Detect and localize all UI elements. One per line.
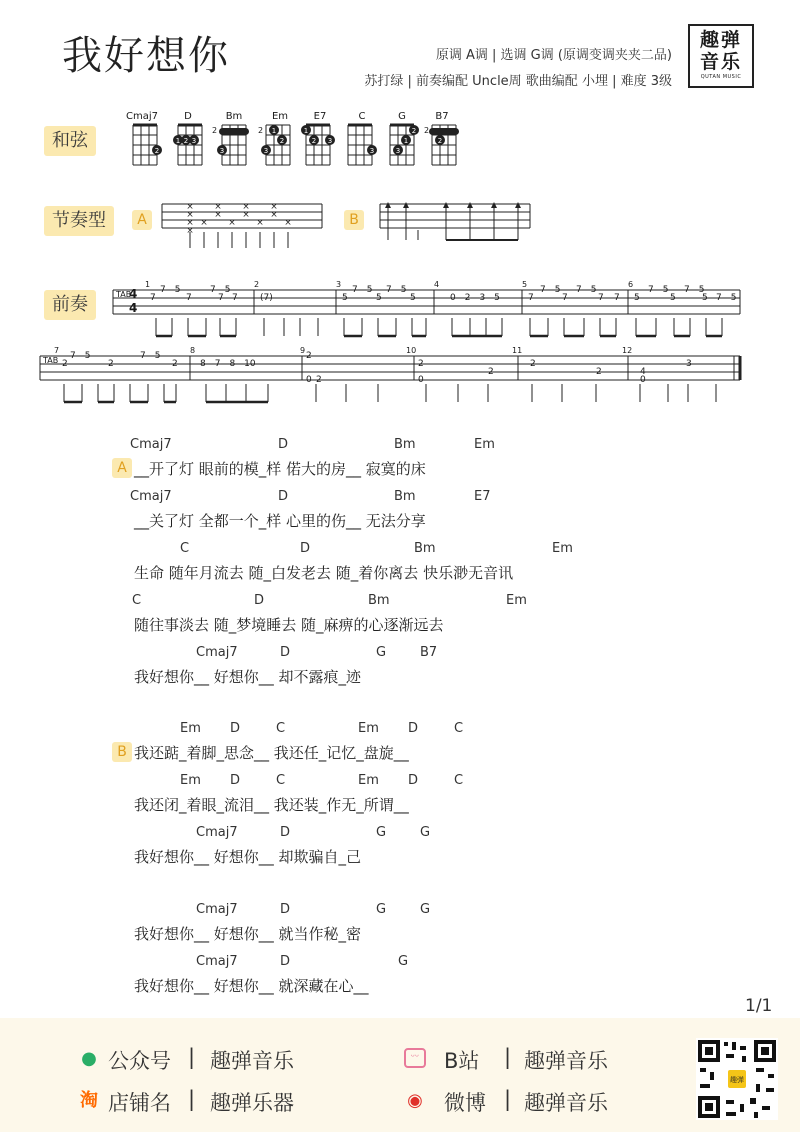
chord-name-c: C (358, 111, 366, 122)
weibo-icon: ◉ (407, 1090, 423, 1111)
shop-label: 店铺名 (108, 1091, 171, 1115)
taobao-icon: 淘 (80, 1090, 98, 1111)
tab-note: 2 (316, 375, 322, 385)
svg-text:2: 2 (411, 127, 417, 135)
measure-number: 6 (628, 280, 634, 289)
lyric-line-a3: 生命 随年月流去 随_白发老去 随_着你离去 快乐渺无音讯 (134, 564, 514, 582)
lyric-line-a4: 随往事淡去 随_梦境睡去 随_麻痹的心逐渐远去 (134, 616, 444, 634)
measure-number: 3 (336, 280, 342, 289)
tab-note: 7—5 (540, 285, 561, 295)
chord-diagram-cmaj7 (133, 125, 160, 165)
tab-note: 7 (598, 293, 604, 303)
tab-note: 2 (530, 359, 536, 369)
key-info: 原调 A调 | 选调 G调 (原调变调夹夹二品) (435, 48, 672, 63)
bilibili-label: B站 (444, 1049, 480, 1073)
tab-note: (7) (260, 293, 273, 303)
tab-note: 7 (150, 293, 156, 303)
svg-text:×: × (186, 202, 194, 212)
song-title: 我好想你 (62, 33, 230, 79)
intro-tab-row1 (113, 287, 740, 336)
rhythm-label: 节奏型 (44, 206, 114, 236)
svg-text:2: 2 (311, 137, 317, 145)
svg-text:×: × (242, 202, 250, 212)
svg-text:×: × (228, 218, 236, 228)
tab-note: 2 (596, 367, 602, 377)
tab-note: 7 (562, 293, 568, 303)
intro-tab-row2 (40, 356, 740, 402)
tab-note: 8—7—8—10 (200, 359, 256, 369)
tab-note: 7—5 (576, 285, 597, 295)
tab-note: 5 (702, 293, 708, 303)
logo-line2: 音乐 (699, 51, 742, 73)
chord-name-b7: B7 (435, 111, 449, 122)
tab-note: 2 (62, 359, 68, 369)
svg-text:×: × (214, 210, 222, 220)
tab-note: 7 (186, 293, 192, 303)
lyric-line-a5: 我好想你__ 好想你__ 却不露痕_迹 (134, 668, 362, 686)
intro-label: 前奏 (44, 290, 96, 320)
logo-sub: QUTAN MUSIC (700, 74, 742, 80)
tab-note: 5 (410, 293, 416, 303)
svg-text:1: 1 (303, 127, 309, 135)
tab-note: 5 (376, 293, 382, 303)
chord-name-e7: E7 (313, 111, 327, 122)
lyric-line-b3: 我好想你__ 好想你__ 却欺骗自_己 (134, 848, 362, 866)
lyric-line-a1: __开了灯 眼前的模_样 偌大的房__ 寂寞的床 (134, 460, 426, 478)
separator: | (188, 1045, 196, 1069)
chord-diagram-c (348, 125, 375, 165)
svg-text:×: × (270, 202, 278, 212)
chords-label: 和弦 (44, 126, 96, 156)
rhythm-pattern-b (380, 204, 530, 240)
tab-note: 0 (640, 375, 646, 385)
footer (0, 1018, 800, 1132)
tab-note: 7 (614, 293, 620, 303)
measure-number: 2 (254, 280, 260, 289)
tab-note: 2 (108, 359, 114, 369)
tab-clef-row2: TAB (43, 356, 59, 365)
tab-note: 2 (488, 367, 494, 377)
svg-text:2: 2 (154, 147, 160, 155)
measure-number: 5 (522, 280, 528, 289)
svg-text:3: 3 (191, 137, 197, 145)
weibo-value: 趣弹音乐 (524, 1091, 608, 1115)
tab-note: 7—5 (140, 351, 161, 361)
lyric-line-a2: __关了灯 全都一个_样 心里的伤__ 无法分享 (134, 512, 426, 530)
svg-text:×: × (186, 226, 194, 236)
svg-text:3: 3 (369, 147, 375, 155)
svg-text:×: × (256, 218, 264, 228)
measure-number: 1 (145, 280, 151, 289)
tab-note: 3 (686, 359, 692, 369)
tab-note: 7—5 (386, 285, 407, 295)
wechat-icon: ● (81, 1048, 97, 1069)
time-sig-bottom: 4 (129, 301, 138, 315)
svg-text:1: 1 (175, 137, 181, 145)
notation-graphics (0, 0, 800, 420)
lyric-line-b1: 我还踮_着脚_思念__ 我还任_记忆_盘旋__ (134, 744, 409, 762)
svg-text:×: × (242, 210, 250, 220)
tab-note: 0 (306, 375, 312, 385)
svg-text:×: × (186, 218, 194, 228)
lyric-line-b2: 我还闭_着眼_流泪__ 我还装_作无_所谓__ (134, 796, 409, 814)
svg-text:×: × (200, 218, 208, 228)
chord-name-cmaj7: Cmaj7 (126, 111, 158, 122)
chord-name-bm: Bm (225, 111, 243, 122)
svg-text:2: 2 (279, 137, 285, 145)
rhythm-a-marker: A (132, 210, 152, 230)
tab-note: 7—5 (70, 351, 91, 361)
logo-line1: 趣弹 (699, 29, 742, 51)
chord-name-em: Em (271, 111, 289, 122)
tab-note: 5 (670, 293, 676, 303)
measure-number: 9 (300, 346, 306, 355)
lyric-line-b4: 我好想你__ 好想你__ 就当作秘_密 (134, 925, 362, 943)
tab-note: 7—5 (352, 285, 373, 295)
tab-note: 7—5 (684, 285, 705, 295)
weibo-label: 微博 (444, 1091, 486, 1115)
measure-number: 10 (406, 346, 417, 355)
svg-text:2: 2 (183, 137, 189, 145)
separator: | (504, 1087, 512, 1111)
tab-note: 7 (218, 293, 224, 303)
tab-note: 2 (306, 351, 312, 361)
tab-note: 0 (418, 375, 424, 385)
tab-note: 5 (342, 293, 348, 303)
measure-number: 4 (434, 280, 440, 289)
svg-text:3: 3 (395, 147, 401, 155)
measure-number: 7 (54, 346, 60, 355)
tab-clef: TAB (116, 290, 132, 299)
wechat-value: 趣弹音乐 (210, 1049, 294, 1073)
section-a-marker: A (112, 458, 132, 478)
qr-code (696, 1038, 778, 1120)
lyric-line-b5: 我好想你__ 好想你__ 就深藏在心__ (134, 977, 369, 995)
tab-note: 2 (172, 359, 178, 369)
tab-note: 7 (232, 293, 238, 303)
svg-text:2: 2 (437, 137, 443, 145)
credits-info: 苏打绿 | 前奏编配 Uncle周 歌曲编配 小埋 | 难度 3级 (364, 74, 672, 89)
bilibili-value: 趣弹音乐 (524, 1049, 608, 1073)
time-sig-top: 4 (129, 287, 138, 301)
tab-note: 7—5 (716, 293, 737, 303)
measure-number: 12 (622, 346, 633, 355)
svg-text:3: 3 (219, 147, 225, 155)
bilibili-icon: ᵕᵕ (404, 1048, 426, 1068)
tab-note: 7 (528, 293, 534, 303)
svg-text:×: × (284, 218, 292, 228)
chord-name-d: D (184, 111, 192, 122)
chord-diagram-d (175, 125, 202, 165)
chord-name-g: G (398, 111, 406, 122)
svg-text:×: × (270, 210, 278, 220)
tab-note: 7—5 (210, 285, 231, 295)
wechat-label: 公众号 (108, 1049, 171, 1073)
svg-text:3: 3 (263, 147, 269, 155)
tab-note: 2 (418, 359, 424, 369)
separator: | (188, 1087, 196, 1111)
b7-fret-mark: 2 (424, 126, 430, 135)
svg-text:3: 3 (327, 137, 333, 145)
rhythm-b-marker: B (344, 210, 364, 230)
shop-value: 趣弹乐器 (210, 1091, 294, 1115)
separator: | (504, 1045, 512, 1069)
svg-text:×: × (214, 202, 222, 212)
tab-note: 5 (634, 293, 640, 303)
tab-note: 7—5 (648, 285, 669, 295)
bm-fret-mark: 2 (212, 126, 218, 135)
measure-number: 8 (190, 346, 196, 355)
tab-note: 7—5 (160, 285, 181, 295)
svg-text:×: × (186, 210, 194, 220)
svg-text:1: 1 (271, 127, 277, 135)
qr-badge: 趣弹 (730, 1076, 744, 1084)
page-number: 1/1 (745, 996, 773, 1016)
em-fret-mark: 2 (258, 126, 264, 135)
tab-note: 0—2—3—5 (450, 293, 500, 303)
measure-number: 11 (512, 346, 523, 355)
tab-note: 4 (640, 367, 646, 377)
svg-text:1: 1 (403, 137, 409, 145)
section-b-marker: B (112, 742, 132, 762)
